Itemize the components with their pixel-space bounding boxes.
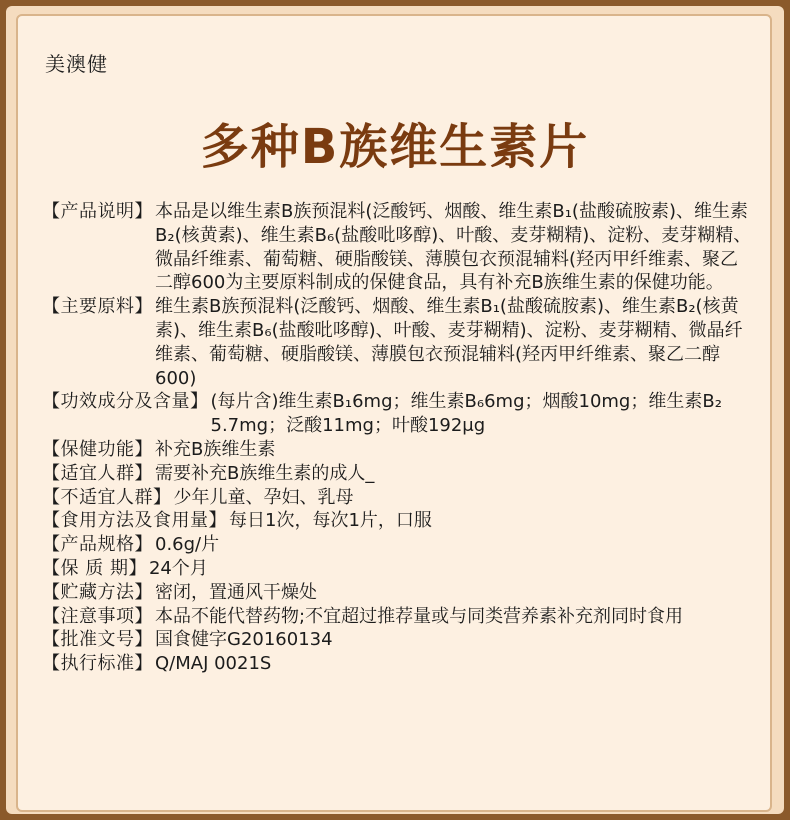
- spec-row-standard: [42, 652, 752, 676]
- spec-row-approval: [42, 628, 752, 652]
- spec-value: 国食健字G20160134: [155, 629, 333, 651]
- spec-label: 【适宜人群】: [42, 462, 153, 484]
- spec-label: 【产品规格】: [42, 534, 153, 556]
- product-title: 多种B族维生素片: [200, 119, 590, 175]
- spec-row-function: [42, 438, 752, 462]
- spec-value: 0.6g/片: [155, 534, 220, 556]
- spec-label: 【产品说明】: [42, 201, 153, 222]
- spec-value: 需要补充B族维生素的成人_: [155, 462, 375, 484]
- spec-value: 每日1次，每次1片，口服: [229, 510, 432, 532]
- spec-value: 少年儿童、孕妇、乳母: [173, 486, 354, 508]
- spec-value: 本品不能代替药物;不宜超过推荐量或与同类营养素补充剂同时食用: [155, 605, 684, 627]
- spec-row-storage: [42, 581, 752, 605]
- spec-list: [42, 200, 752, 676]
- spec-value: 本品是以维生素B族预混料(泛酸钙、烟酸、维生素B₁(盐酸硫胺素)、维生素B₂(核黄素)、维生素B₆(盐酸吡哆醇)、叶酸、麦芽糊精)、淀粉、麦芽糊精、微晶纤维素、葡萄糖、硬脂酸镁、薄膜包衣预混辅料(羟丙甲纤维素、聚乙二醇600为主要原料制成的保健食品，具有补充B族维生素的保健功能。: [155, 201, 752, 294]
- spec-label: 【贮藏方法】: [42, 581, 153, 603]
- spec-value: Q/MAJ 0021S: [155, 653, 272, 675]
- brand-name: 美澳健: [45, 52, 108, 76]
- spec-row-description: [42, 200, 752, 295]
- spec-value: 密闭，置通风干燥处: [155, 581, 317, 603]
- spec-label: 【批准文号】: [42, 629, 153, 651]
- spec-label: 【不适宜人群】: [42, 486, 172, 508]
- spec-row-suitable: [42, 462, 752, 486]
- spec-value: 补充B族维生素: [155, 438, 276, 460]
- spec-value: 24个月: [148, 557, 208, 579]
- spec-row-unsuitable: [42, 486, 752, 510]
- spec-label: 【注意事项】: [42, 605, 153, 627]
- spec-label: 【主要原料】: [42, 296, 153, 318]
- spec-row-notes: [42, 605, 752, 629]
- spec-label: 【功效成分及含量】: [42, 391, 209, 413]
- spec-value: (每片含)维生素B₁6mg；维生素B₆6mg；烟酸10mg；维生素B₂ 5.7mg；泛酸11mg；叶酸192μg: [210, 391, 722, 437]
- spec-row-spec: [42, 533, 752, 557]
- spec-label: 【保健功能】: [42, 438, 153, 460]
- spec-row-dosage: [42, 509, 752, 533]
- spec-label: 【保 质 期】: [42, 557, 147, 579]
- spec-label: 【执行标准】: [42, 653, 153, 675]
- spec-row-shelf-life: [42, 557, 752, 581]
- spec-row-active-content: [42, 390, 752, 438]
- spec-value: 维生素B族预混料(泛酸钙、烟酸、维生素B₁(盐酸硫胺素)、维生素B₂(核黄素)、维生素B₆(盐酸吡哆醇)、叶酸、麦芽糊精)、淀粉、麦芽糊精、微晶纤维素、葡萄糖、硬脂酸镁、薄膜包衣预混辅料(羟丙甲纤维素、聚乙二醇600): [155, 296, 743, 389]
- spec-label: 【食用方法及食用量】: [42, 510, 227, 532]
- spec-row-ingredients: [42, 295, 752, 390]
